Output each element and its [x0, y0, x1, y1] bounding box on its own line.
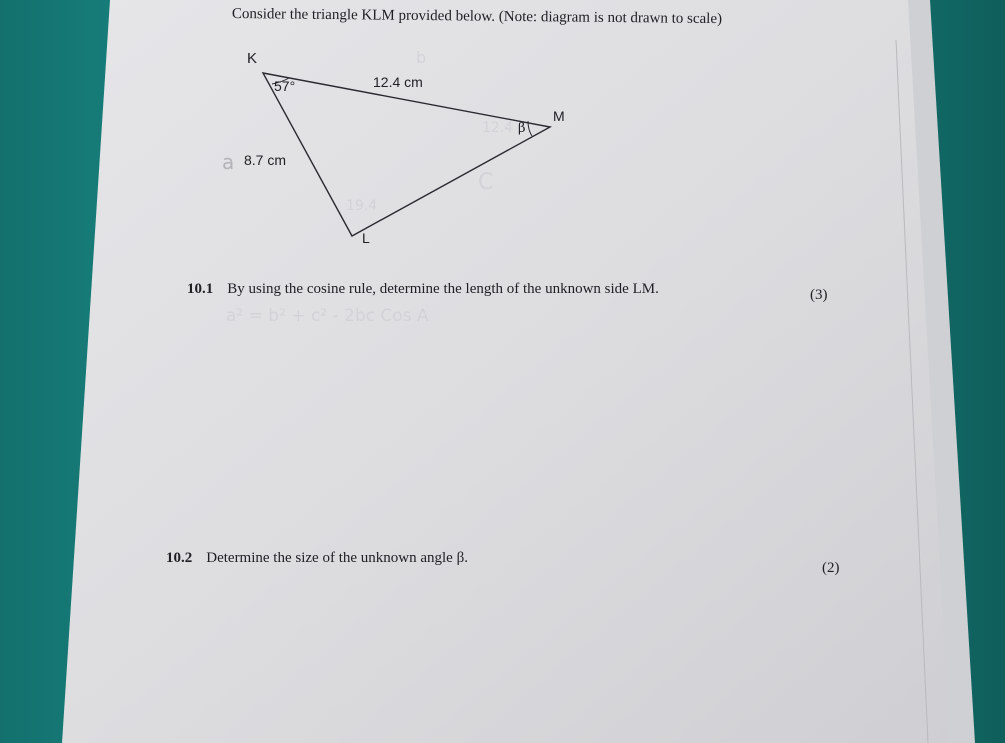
triangle-klm — [263, 73, 550, 236]
angle-k-label: 57° — [274, 78, 296, 94]
question-10-2 — [166, 550, 468, 567]
instruction-text: Consider the triangle KLM provided below. (Note: diagram is not drawn to scale) — [231, 6, 723, 28]
vertex-m-label: M — [553, 108, 565, 124]
question-10-2-number: 10.2 — [166, 550, 193, 566]
question-10-1 — [187, 281, 659, 298]
pencil-cosine-formula: a² = b² + c² - 2bc Cos A — [226, 306, 429, 326]
pencil-near-k: b — [416, 48, 427, 67]
vertex-k-label: K — [247, 50, 258, 67]
vertex-l-label: L — [362, 230, 370, 246]
pencil-near-m: 12.4 — [482, 120, 514, 136]
pencil-c-label: C — [478, 170, 494, 195]
question-10-2-marks: (2) — [822, 560, 840, 576]
pencil-a-label: a — [222, 150, 235, 174]
angle-m-label: β — [518, 121, 526, 136]
question-10-1-marks: (3) — [810, 287, 828, 303]
side-km-label: 12.4 cm — [373, 74, 423, 90]
side-kl-label: 8.7 cm — [244, 152, 287, 168]
question-10-1-number: 10.1 — [187, 281, 214, 297]
question-10-1-text: By using the cosine rule, determine the length of the unknown side LM. — [227, 281, 659, 297]
question-10-2-text: Determine the size of the unknown angle β. — [206, 550, 468, 566]
pencil-near-l: 19.4 — [346, 198, 378, 214]
